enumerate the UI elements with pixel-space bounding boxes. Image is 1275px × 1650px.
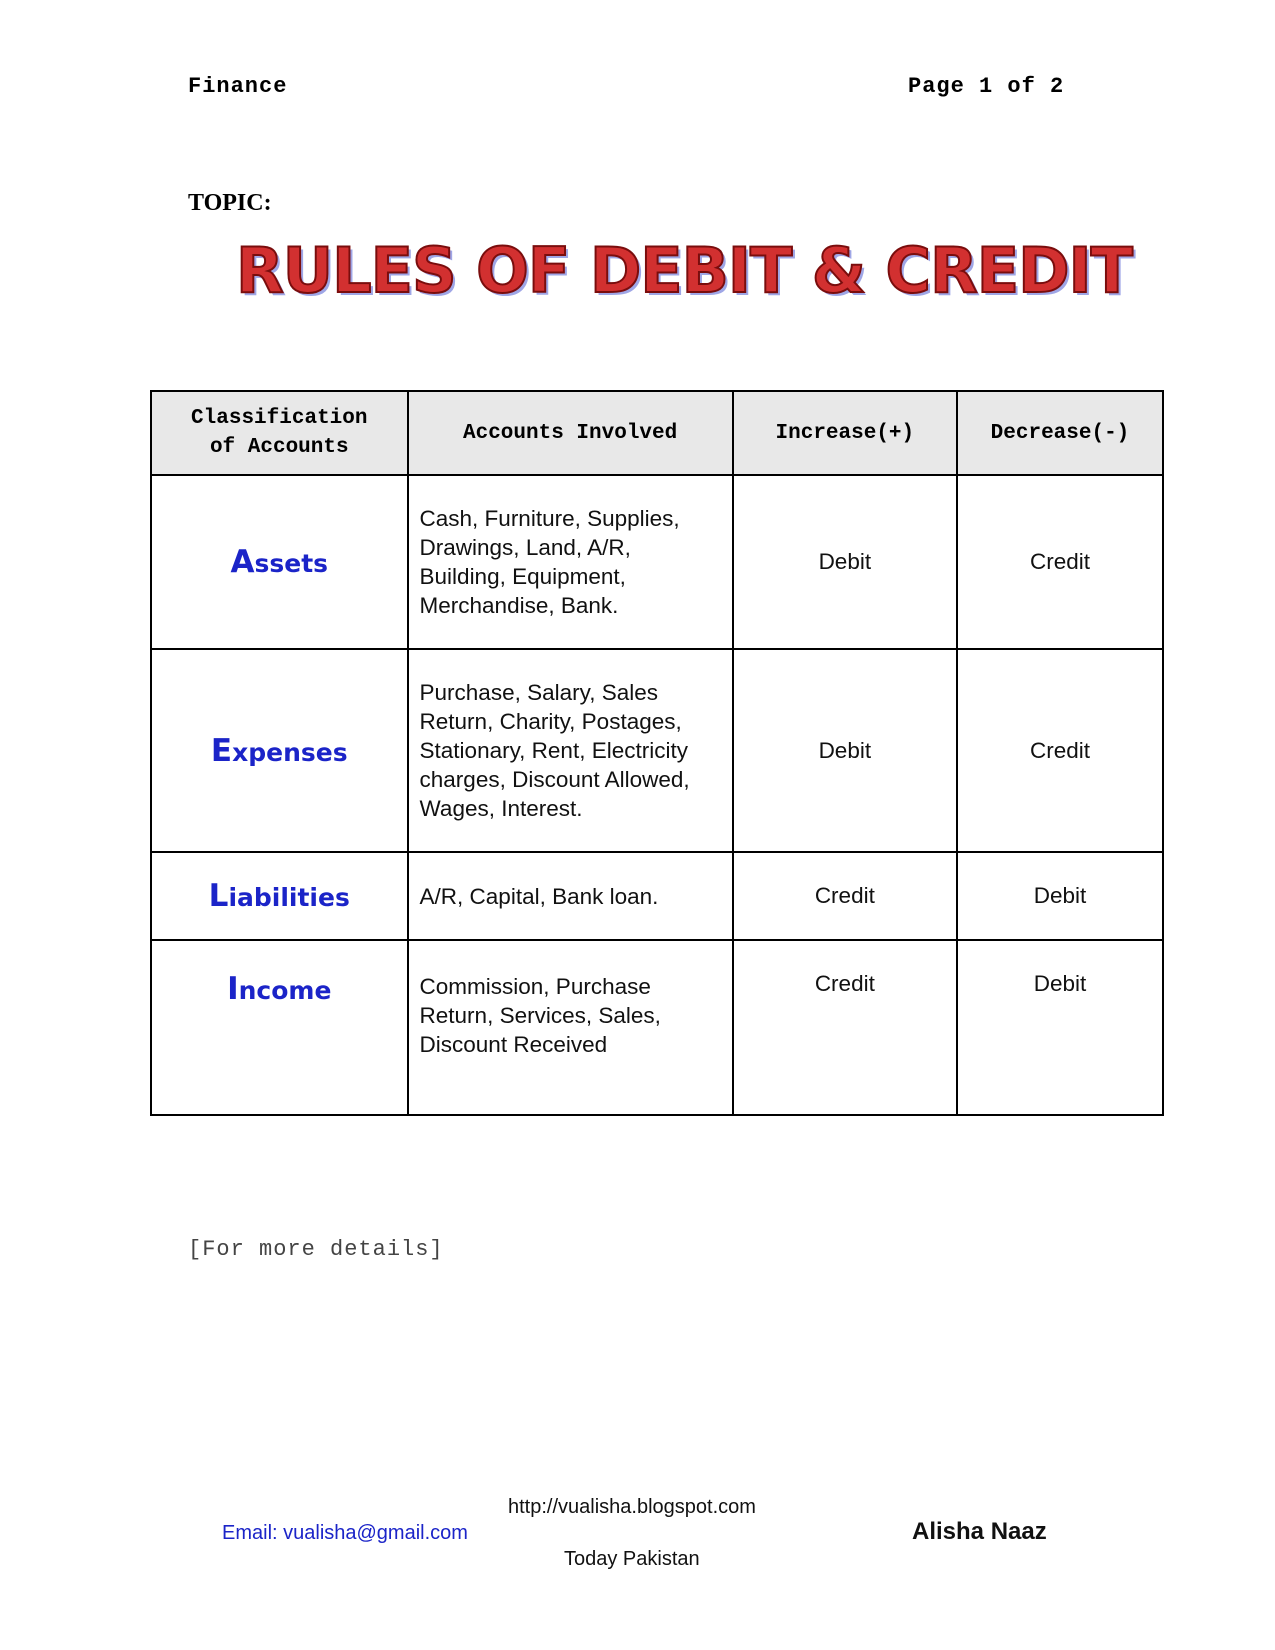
header-title: Finance xyxy=(188,74,288,99)
topic-label: TOPIC: xyxy=(188,190,272,216)
page-title: RULES OF DEBIT & CREDIT xyxy=(236,234,1132,307)
decrease-cell: Debit xyxy=(957,940,1163,1115)
footer-email-link[interactable]: Email: vualisha@gmail.com xyxy=(222,1522,468,1544)
classification-initial: A xyxy=(230,544,255,580)
classification-rest: iabilities xyxy=(228,883,350,912)
decrease-cell: Credit xyxy=(957,475,1163,649)
footer-author: Alisha Naaz xyxy=(912,1518,1047,1545)
table-row xyxy=(151,475,1163,649)
accounts-line: A/R, Capital, Bank loan. xyxy=(419,883,659,909)
accounts-cell xyxy=(408,852,733,940)
increase-cell: Credit xyxy=(733,940,957,1115)
classification-cell xyxy=(151,475,408,649)
increase-cell: Credit xyxy=(733,852,957,940)
accounts-line: Discount Received xyxy=(419,1032,608,1057)
table-row xyxy=(151,940,1163,1115)
accounts-line: Return, Services, Sales, xyxy=(419,1003,661,1028)
accounts-line: Purchase, Salary, Sales xyxy=(419,680,658,705)
page-number: Page 1 of 2 xyxy=(908,74,1065,99)
classification-rest: ssets xyxy=(254,549,329,578)
table-header-row xyxy=(151,391,1163,475)
classification-cell xyxy=(151,940,408,1115)
classification-cell xyxy=(151,852,408,940)
footer-site-name: Today Pakistan xyxy=(564,1548,700,1570)
header-increase: Increase(+) xyxy=(733,391,957,475)
classification-cell xyxy=(151,649,408,852)
classification-initial: E xyxy=(210,732,233,769)
table-row xyxy=(151,852,1163,940)
classification-initial: I xyxy=(227,971,239,1007)
accounts-cell xyxy=(408,940,733,1115)
header-classification xyxy=(151,391,408,475)
accounts-line: Building, Equipment, xyxy=(419,564,626,589)
header-classification-line1: Classification xyxy=(191,407,368,430)
accounts-line: Wages, Interest. xyxy=(419,796,583,821)
increase-cell: Debit xyxy=(733,649,957,852)
classification-initial: L xyxy=(208,878,229,914)
classification-rest: xpenses xyxy=(232,737,348,767)
header-accounts-involved: Accounts Involved xyxy=(408,391,733,475)
more-details-link[interactable]: [For more details] xyxy=(188,1237,444,1262)
table-row xyxy=(151,649,1163,852)
accounts-cell xyxy=(408,649,733,852)
accounts-line: Drawings, Land, A/R, xyxy=(419,535,631,560)
classification-rest: ncome xyxy=(238,976,332,1005)
header-decrease: Decrease(-) xyxy=(957,391,1163,475)
accounts-line: charges, Discount Allowed, xyxy=(419,767,690,792)
accounts-line: Cash, Furniture, Supplies, xyxy=(419,506,680,531)
rules-table xyxy=(150,390,1164,1116)
increase-cell: Debit xyxy=(733,475,957,649)
accounts-line: Return, Charity, Postages, xyxy=(419,709,682,734)
header-classification-line2: of Accounts xyxy=(209,436,349,459)
decrease-cell: Debit xyxy=(957,852,1163,940)
accounts-line: Merchandise, Bank. xyxy=(419,593,619,618)
footer-url-link[interactable]: http://vualisha.blogspot.com xyxy=(508,1496,756,1518)
accounts-cell xyxy=(408,475,733,649)
decrease-cell: Credit xyxy=(957,649,1163,852)
accounts-line: Commission, Purchase xyxy=(419,974,651,999)
accounts-line: Stationary, Rent, Electricity xyxy=(419,738,688,763)
